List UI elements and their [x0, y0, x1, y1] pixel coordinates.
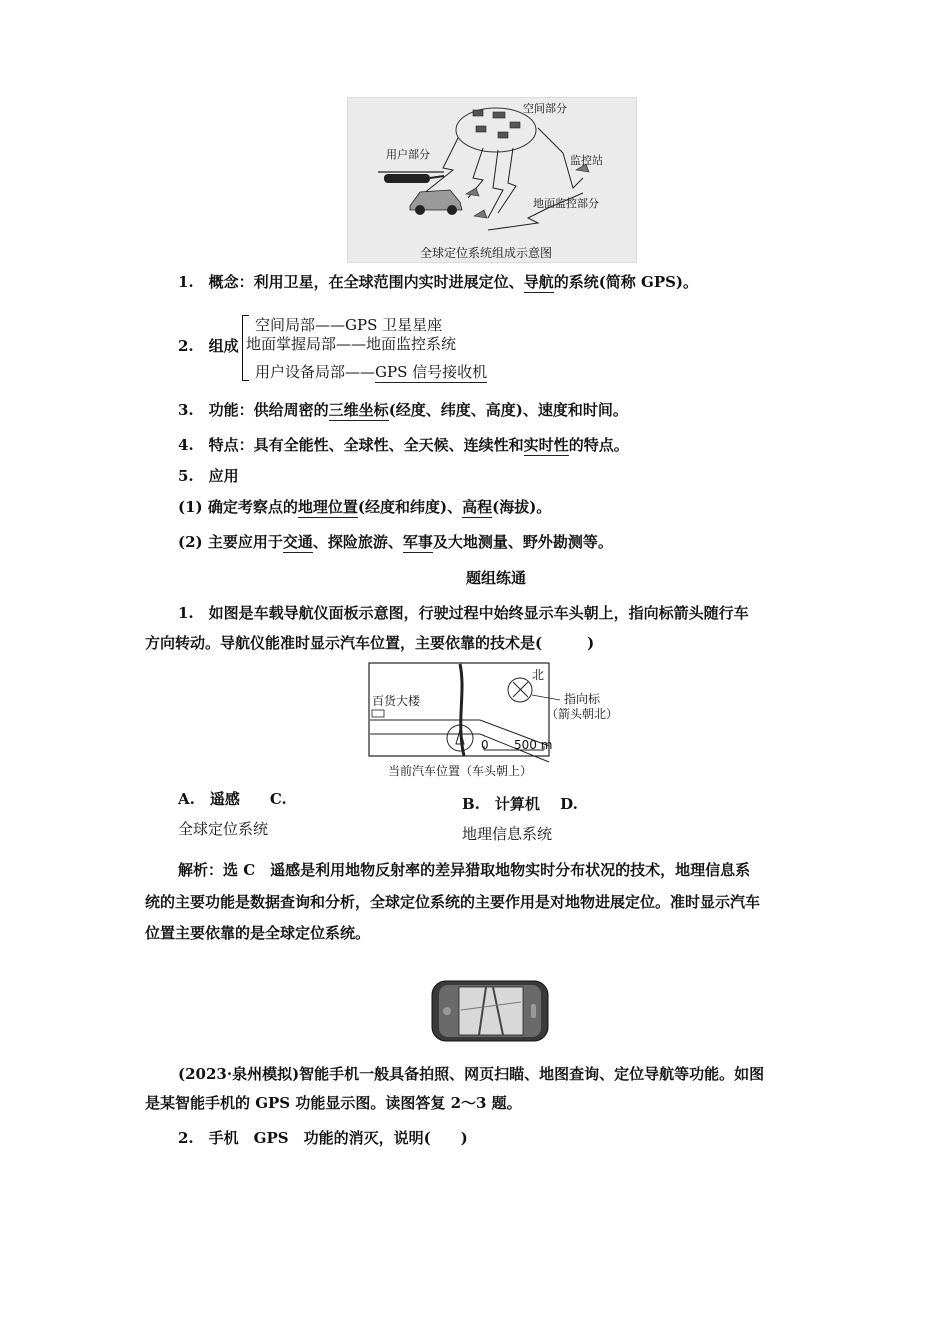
label-building: 百货大楼 [372, 694, 421, 708]
q2-question: 2. 手机 GPS 功能的消灭，说明( ) [178, 1129, 468, 1147]
q1-option-d-text[interactable]: 地理信息系统 [462, 825, 553, 843]
item-composition-label: 2. 组成 [178, 337, 239, 355]
q2-intro-line2: 是某智能手机的 GPS 功能显示图。读图答复 2～3 题。 [145, 1094, 522, 1112]
q1-analysis-line2: 统的主要功能是数据查询和分析，全球定位系统的主要作用是对地物进展定位。准时显示汽车 [145, 893, 761, 911]
q1-analysis-line3: 位置主要依靠的是全球定位系统。 [145, 924, 371, 942]
item-function: 3. 功能：供给周密的三维坐标(经度、纬度、高度)、速度和时间。 [178, 401, 628, 419]
label-user-part: 用户部分 [386, 148, 430, 161]
label-monitor-station: 监控站 [570, 154, 603, 167]
navigation-panel-figure [368, 662, 630, 780]
application-1: (1) 确定考察点的地理位置(经度和纬度)、高程(海拔)。 [178, 498, 552, 516]
smartphone-gps-image [431, 980, 549, 1042]
dish-antenna-icon [474, 210, 487, 218]
gps-diagram-svg [348, 98, 636, 262]
label-pointer: 指向标 [564, 692, 601, 706]
label-space-part: 空间部分 [523, 102, 567, 115]
car-icon [410, 190, 462, 215]
figure-caption: 全球定位系统组成示意图 [420, 246, 553, 260]
q1-option-b[interactable]: B. 计算机 D. [462, 795, 578, 813]
q1-stem-line1: 1. 如图是车载导航仪面板示意图，行驶过程中始终显示车头朝上，指向标箭头随行车 [178, 604, 749, 622]
q1-analysis-line1: 解析：选 C 遥感是利用地物反射率的差异猎取地物实时分布状况的技术，地理信息系 [178, 861, 751, 879]
section-title: 题组练通 [466, 569, 527, 587]
item-application: 5. 应用 [178, 467, 239, 485]
scale-end: 500 m [514, 738, 553, 752]
smartphone-svg [431, 980, 549, 1042]
scale-zero: 0 [481, 738, 489, 752]
item-concept: 1. 概念：利用卫星，在全球范围内实时进展定位、导航的系统(简称 GPS)。 [178, 273, 699, 291]
q1-option-c-text[interactable]: 全球定位系统 [178, 820, 269, 838]
composition-line-2: 地面掌握局部——地面监控系统 [246, 335, 457, 353]
q1-stem-line2: 方向转动。导航仪能准时显示汽车位置，主要依靠的技术是( ) [145, 634, 595, 652]
item-feature: 4. 特点：具有全能性、全球性、全天候、连续性和实时性的特点。 [178, 436, 629, 454]
composition-line-3: 用户设备局部——GPS 信号接收机 [255, 363, 488, 381]
label-ground-part: 地面监控部分 [533, 197, 599, 210]
label-pointer-note: （箭头朝北） [546, 707, 619, 721]
q1-option-a[interactable]: A. 遥感 C. [178, 790, 287, 808]
application-2: (2) 主要应用于交通、探险旅游、军事及大地测量、野外勘测等。 [178, 533, 613, 551]
nav-figure-caption: 当前汽车位置（车头朝上） [388, 764, 533, 778]
helicopter-icon [378, 172, 444, 183]
q2-intro-line1: (2023·泉州模拟)智能手机一般具备拍照、网页扫瞄、地图查询、定位导航等功能。如图 [178, 1065, 765, 1083]
label-north: 北 [532, 668, 545, 682]
composition-line-1: 空间局部——GPS 卫星星座 [255, 316, 443, 334]
gps-system-figure [347, 97, 637, 263]
dish-antenna-icon [466, 188, 479, 196]
